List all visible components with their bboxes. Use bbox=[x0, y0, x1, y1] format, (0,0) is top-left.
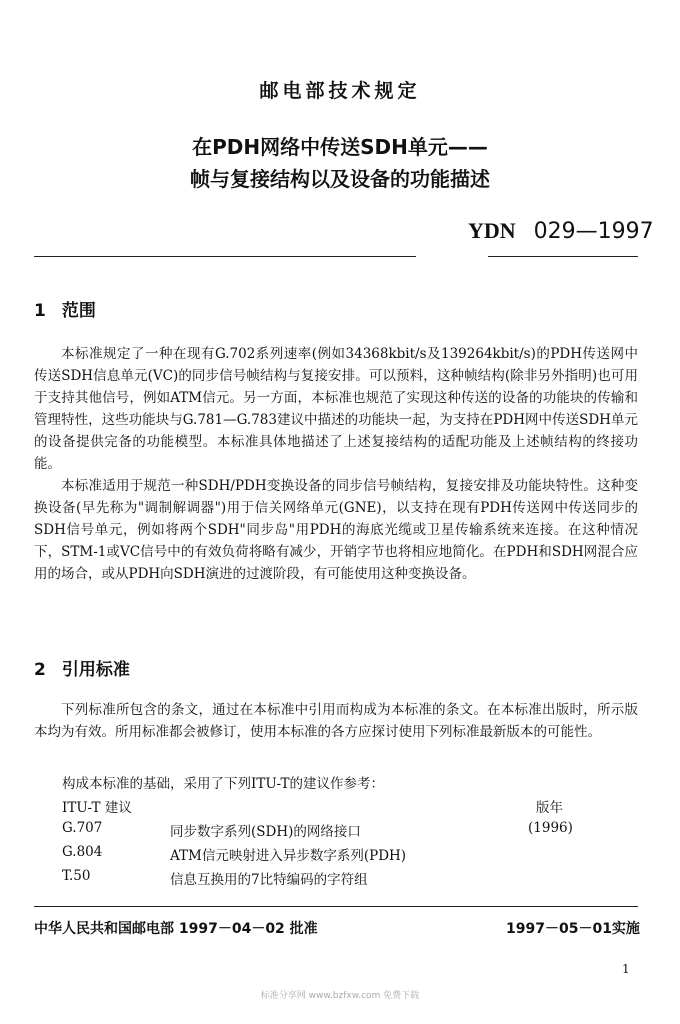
section-2-title: 引用标准 bbox=[61, 660, 130, 680]
reference-column-label: ITU-T 建议 bbox=[62, 800, 132, 816]
footer-rule bbox=[34, 906, 638, 907]
reference-title: ATM信元映射进入异步数字系列(PDH) bbox=[170, 848, 407, 864]
approval-statement: 中华人民共和国邮电部 1997－04－02 批准 bbox=[34, 921, 318, 937]
section-1-number: 1 bbox=[34, 301, 46, 321]
page-number: 1 bbox=[622, 962, 630, 976]
reference-id: T.50 bbox=[62, 868, 91, 884]
section-2-number: 2 bbox=[34, 660, 46, 680]
watermark-text: 标准分享网 www.bzfxw.com 免费下载 bbox=[260, 991, 420, 1001]
header-rule-right bbox=[488, 256, 638, 257]
reference-id: G.707 bbox=[62, 820, 103, 836]
reference-title: 信息互换用的7比特编码的字符组 bbox=[170, 872, 368, 888]
section-2-heading bbox=[34, 655, 130, 680]
issuing-authority: 邮电部技术规定 bbox=[259, 80, 421, 102]
reference-basis-note: 构成本标准的基础，采用了下列ITU-T的建议作参考： bbox=[62, 776, 385, 792]
section-1-paragraph-1: 本标准规定了一种在现有G.702系列速率(例如34368kbit/s及139264kbit/s)的PDH传送网中传送SDH信息单元(VC)的同步信号帧结构与复接安排。可以预料，这种帧结构(除非另外指明)也可用于支持其他信号，例如ATM信元。另一方面，本标准也规范了实现这种传送的设备的功能块的传输和管理特性，这些功能块与G.781—G.783建议中描述的功能块一起，为支持在PDH网中传送SDH单元的设备提供完备的功能模型。本标准具体地描述了上述复接结构的适配功能及上述帧结构的终接功能。 bbox=[34, 346, 638, 472]
section-1-paragraph-2: 本标准适用于规范一种SDH/PDH变换设备的同步信号帧结构，复接安排及功能块特性。这种变换设备(早先称为"调制解调器")用于信关网络单元(GNE)，以支持在现有PDH传送网中传送同步的SDH信号单元，例如将两个SDH"同步岛"用PDH的海底光缆或卫星传输系统来连接。在这种情况下，STM-1或VC信号中的有效负荷将略有减少，开销字节也将相应地简化。在PDH和SDH网混合应用的场合，或从PDH向SDH演进的过渡阶段，有可能使用这种变换设备。 bbox=[34, 478, 638, 582]
reference-column-version: 版年 bbox=[536, 800, 563, 816]
implementation-date: 1997－05－01实施 bbox=[506, 921, 640, 937]
standard-code-number: 029—1997 bbox=[533, 219, 654, 244]
reference-title: 同步数字系列(SDH)的网络接口 bbox=[170, 824, 361, 840]
section-1-body bbox=[34, 343, 638, 585]
section-1-heading bbox=[34, 296, 96, 321]
document-title-line-2: 帧与复接结构以及设备的功能描述 bbox=[190, 167, 490, 191]
reference-year: (1996) bbox=[528, 820, 573, 836]
header-rule-left bbox=[34, 256, 416, 257]
standard-code-prefix: YDN bbox=[468, 218, 516, 243]
standard-code bbox=[468, 218, 654, 244]
section-1-title: 范围 bbox=[61, 301, 96, 321]
document-title-line-1: 在PDH网络中传送SDH单元—— bbox=[192, 135, 488, 159]
section-2-body bbox=[34, 699, 638, 743]
section-2-paragraph: 下列标准所包含的条文，通过在本标准中引用而构成为本标准的条文。在本标准出版时，所示版本均为有效。所用标准都会被修订，使用本标准的各方应探讨使用下列标准最新版本的可能性。 bbox=[34, 702, 638, 740]
reference-id: G.804 bbox=[62, 844, 103, 860]
